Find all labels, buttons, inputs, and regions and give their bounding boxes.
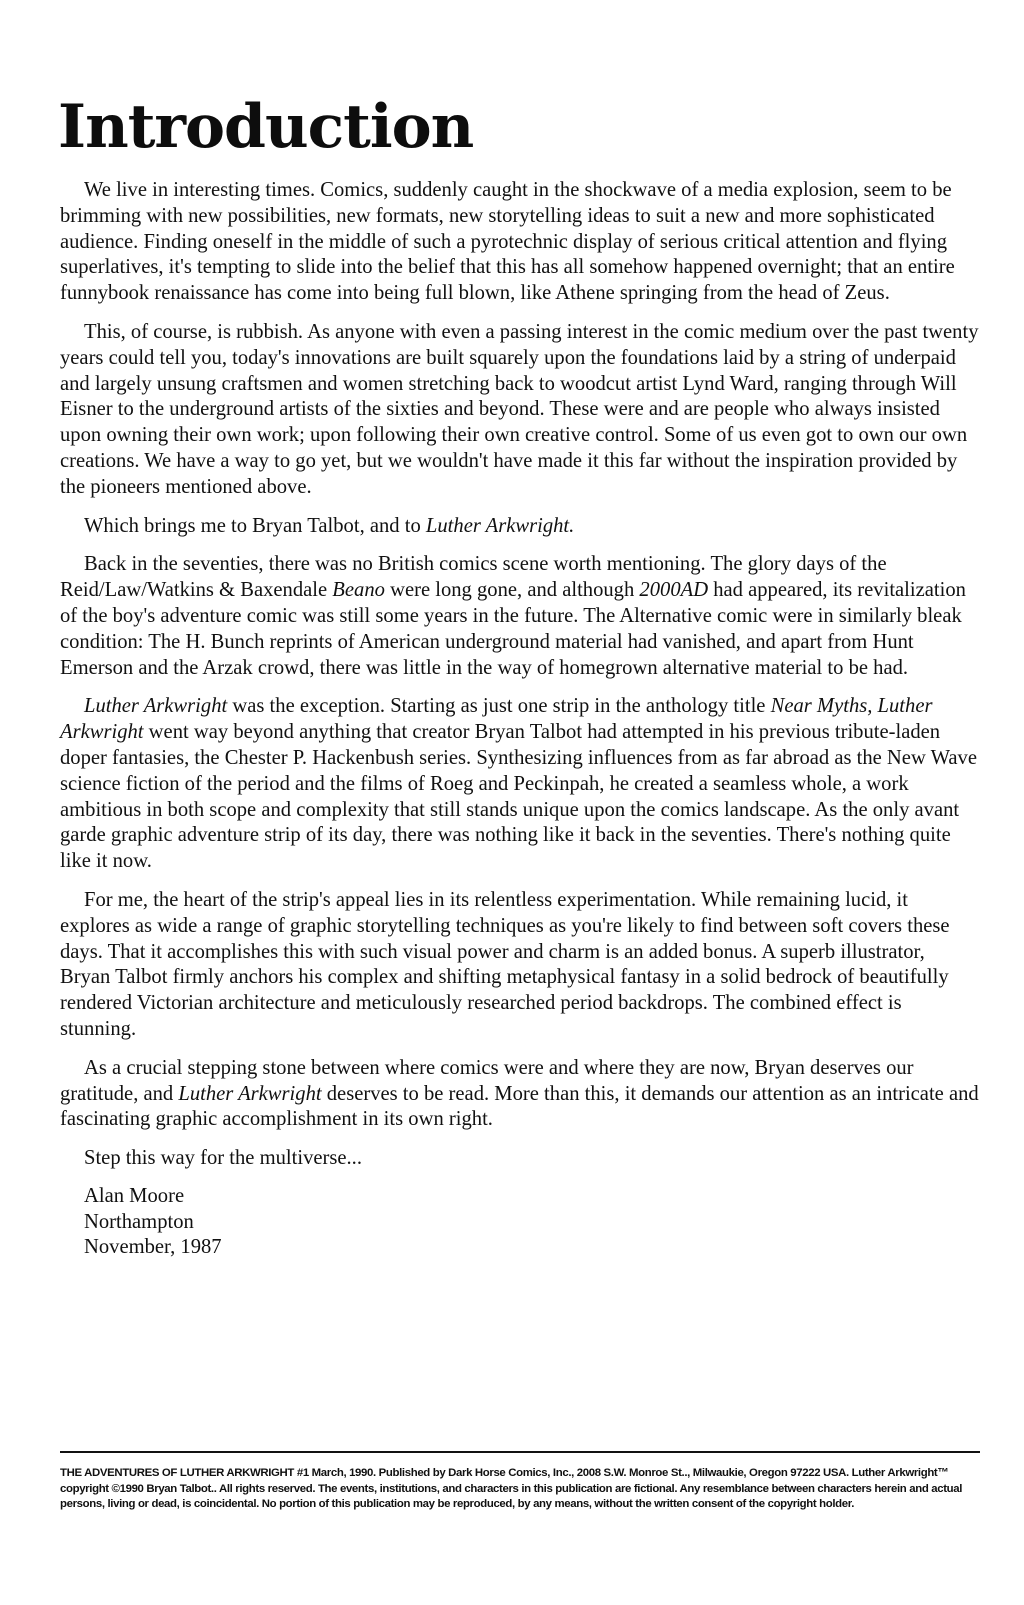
paragraph-7-text-a: As a crucial stepping stone between where comics were and where they are now, Bryan deserves our gratitude, and [60, 1056, 914, 1105]
paragraph-2: This, of course, is rubbish. As anyone with even a passing interest in the comic medium over the past twenty years could tell you, today's innovations are built squarely upon the foundations laid by a string of underpaid and largely unsung craftsmen and women stretching back to woodcut artist Lynd Ward, ranging through Will Eisner to the underground artists of the sixties and beyond. These were and are people who always insisted upon owning their own work; upon following their own creative control. Some of us even got to own our own creations. We have a way to go yet, but we wouldn't have made it this far without the inspiration provided by the pioneers mentioned above. [60, 320, 979, 498]
signature-name: Alan Moore [84, 1184, 185, 1207]
paragraph-3 [60, 514, 980, 540]
paragraph-4-text-a: Back in the seventies, there was no British comics scene worth mentioning. The glory days of the Reid/Law/Watkins & Baxendale [60, 553, 887, 602]
paragraph-4 [60, 552, 980, 681]
paragraph-5-text-b: went way beyond anything that creator Bryan Talbot had attempted in his previous tribute-laden doper fantasies, the Chester P. Hackenbush series. Synthesizing influences from as far abroad as the New Wave science fiction of the period and the films of Roeg and Peckinpah, he created a seamless whole, a work ambitious in both scope and complexity that still stands unique upon the comics landscape. As the only avant garde graphic adventure strip of its day, there was nothing like it back in the seventies. There's nothing quite like it now. [60, 721, 977, 873]
paragraph-7-title: Luther Arkwright [178, 1082, 322, 1105]
introduction-body [60, 178, 980, 1274]
signature-block [60, 1184, 980, 1261]
paragraph-3-text: Which brings me to Bryan Talbot, and to [84, 514, 426, 537]
page-title: Introduction [58, 92, 474, 162]
paragraph-7-text-b: deserves to be read. More than this, it demands our attention as an intricate and fascinating graphic accomplishment in its own right. [60, 1082, 979, 1131]
paragraph-5 [60, 694, 980, 875]
paragraph-3-title: Luther Arkwright. [425, 514, 575, 537]
signature-date: November, 1987 [84, 1236, 222, 1259]
paragraph-4-text-b: were long gone, and although [384, 579, 640, 602]
paragraph-6: For me, the heart of the strip's appeal lies in its relentless experimentation. While remaining lucid, it explores as wide a range of graphic storytelling techniques as you're likely to find between soft covers these days. That it accomplishes this with such visual power and charm is an added bonus. A superb illustrator, Bryan Talbot firmly anchors his complex and shifting metaphysical fantasy in a solid bedrock of beautifully rendered Victorian architecture and meticulously researched period backdrops. The combined effect is stunning. [60, 888, 950, 1040]
paragraph-4-text-c: had appeared, its revitalization of the boy's adventure comic was still some years in the future. The Alternative comic were in similarly bleak condition: The H. Bunch reprints of American underground material had vanished, and apart from Hunt Emerson and the Arzak crowd, there was little in the way of homegrown alternative material to be had. [60, 579, 966, 679]
paragraph-5-text-a: was the exception. Starting as just one strip in the anthology title [227, 695, 771, 718]
paragraph-8: Step this way for the multiverse... [84, 1147, 362, 1170]
signature-place: Northampton [84, 1210, 194, 1233]
indicia-divider [60, 1451, 980, 1453]
2000ad-title: 2000AD [639, 579, 709, 602]
paragraph-5-title-2: Near Myths, Luther Arkwright [60, 695, 933, 744]
publication-indicia: THE ADVENTURES OF LUTHER ARKWRIGHT #1 March, 1990. Published by Dark Horse Comics, Inc., 2008 S.W. Monroe St.., Milwaukie, Oregon 97222 USA. Luther Arkwright™ copyright ©1990 Bryan Talbot.. All rights reserved. The events, institutions, and characters in this publication are fictional. Any resemblance between characters herein and actual persons, living or dead, is coincidental. No portion of this publication may be reproduced, by any means, without the written consent of the copyright holder. [60, 1467, 963, 1510]
paragraph-1: We live in interesting times. Comics, suddenly caught in the shockwave of a media explosion, seem to be brimming with new possibilities, new formats, new storytelling ideas to suit a new and more sophisticated audience. Finding oneself in the middle of such a pyrotechnic display of serious critical attention and flying superlatives, it's tempting to slide into the belief that this has all somehow happened overnight; that an entire funnybook renaissance has come into being full blown, like Athene springing from the head of Zeus. [60, 179, 955, 305]
paragraph-7 [60, 1056, 980, 1133]
beano-title: Beano [332, 579, 385, 602]
paragraph-5-title-1: Luther Arkwright [84, 695, 228, 718]
